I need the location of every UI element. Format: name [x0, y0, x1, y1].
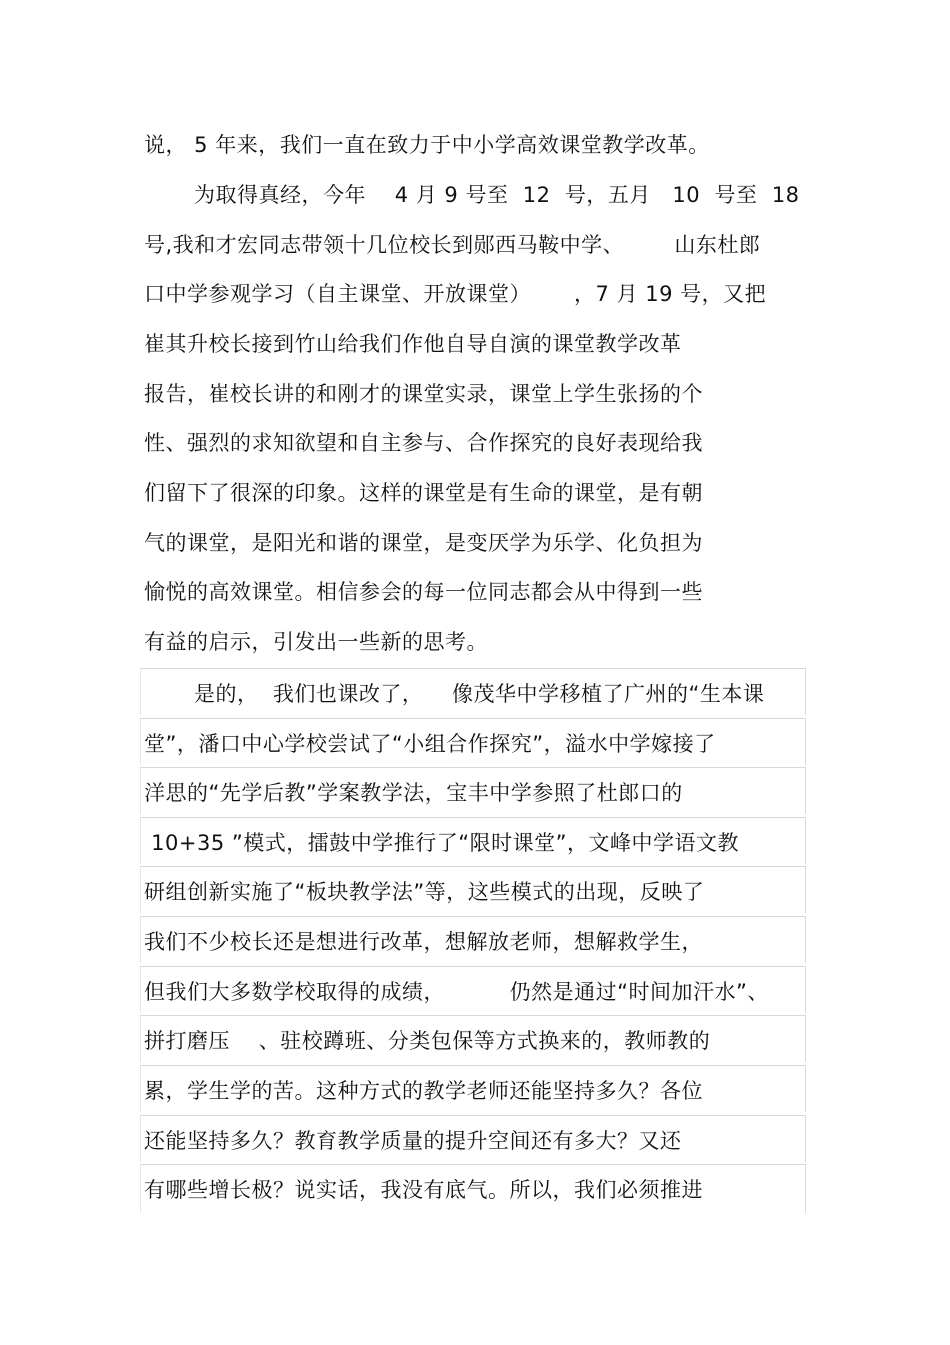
text-line: 堂”，潘口中心学校尝试了“小组合作探究”，溢水中学嫁接了 [144, 732, 716, 756]
text-line: 报告，崔校长讲的和刚才的课堂实录，课堂上学生张扬的个 [144, 382, 703, 406]
text-line: 有益的启示，引发出一些新的思考。 [144, 630, 488, 654]
text-line: 10+35 ”模式，擂鼓中学推行了“限时课堂”，文峰中学语文教 [144, 831, 740, 855]
text-line: 们留下了很深的印象。这样的课堂是有生命的课堂，是有朝 [144, 481, 703, 505]
text-line: 洋思的“先学后教”学案教学法，宝丰中学参照了杜郎口的 [144, 781, 683, 805]
text-line: 崔其升校长接到竹山给我们作他自导自演的课堂教学改革 [144, 332, 682, 356]
text-line: 累，学生学的苦。这种方式的教学老师还能坚持多久？各位 [144, 1079, 703, 1103]
text-line: 有哪些增长极？说实话，我没有底气。所以，我们必须推进 [144, 1178, 703, 1202]
text-line: 研组创新实施了“板块教学法”等，这些模式的出现，反映了 [144, 880, 705, 904]
text-line: 但我们大多数学校取得的成绩， 仍然是通过“时间加汗水”、 [144, 980, 769, 1004]
text-line: 号,我和才宏同志带领十几位校长到郧西马鞍中学、 山东杜郎 [144, 233, 761, 257]
text-line: 气的课堂，是阳光和谐的课堂，是变厌学为乐学、化负担为 [144, 531, 703, 555]
text-line: 说， 5 年来，我们一直在致力于中小学高效课堂教学改革。 [144, 133, 710, 157]
text-line: 我们不少校长还是想进行改革，想解放老师，想解救学生， [144, 930, 703, 954]
text-line: 还能坚持多久？教育教学质量的提升空间还有多大？又还 [144, 1129, 682, 1153]
text-line: 愉悦的高效课堂。相信参会的每一位同志都会从中得到一些 [144, 580, 703, 604]
text-line: 是的， 我们也课改了， 像茂华中学移植了广州的“生本课 [194, 682, 765, 706]
text-line: 为取得真经，今年 4 月 9 号至 12 号，五月 10 号至 18 [194, 183, 800, 207]
text-line: 拼打磨压 、驻校蹲班、分类包保等方式换来的，教师教的 [144, 1029, 711, 1053]
text-line: 性、强烈的求知欲望和自主参与、合作探究的良好表现给我 [144, 431, 703, 455]
text-line: 口中学参观学习（自主课堂、开放课堂） ，7 月 19 号，又把 [144, 282, 767, 306]
